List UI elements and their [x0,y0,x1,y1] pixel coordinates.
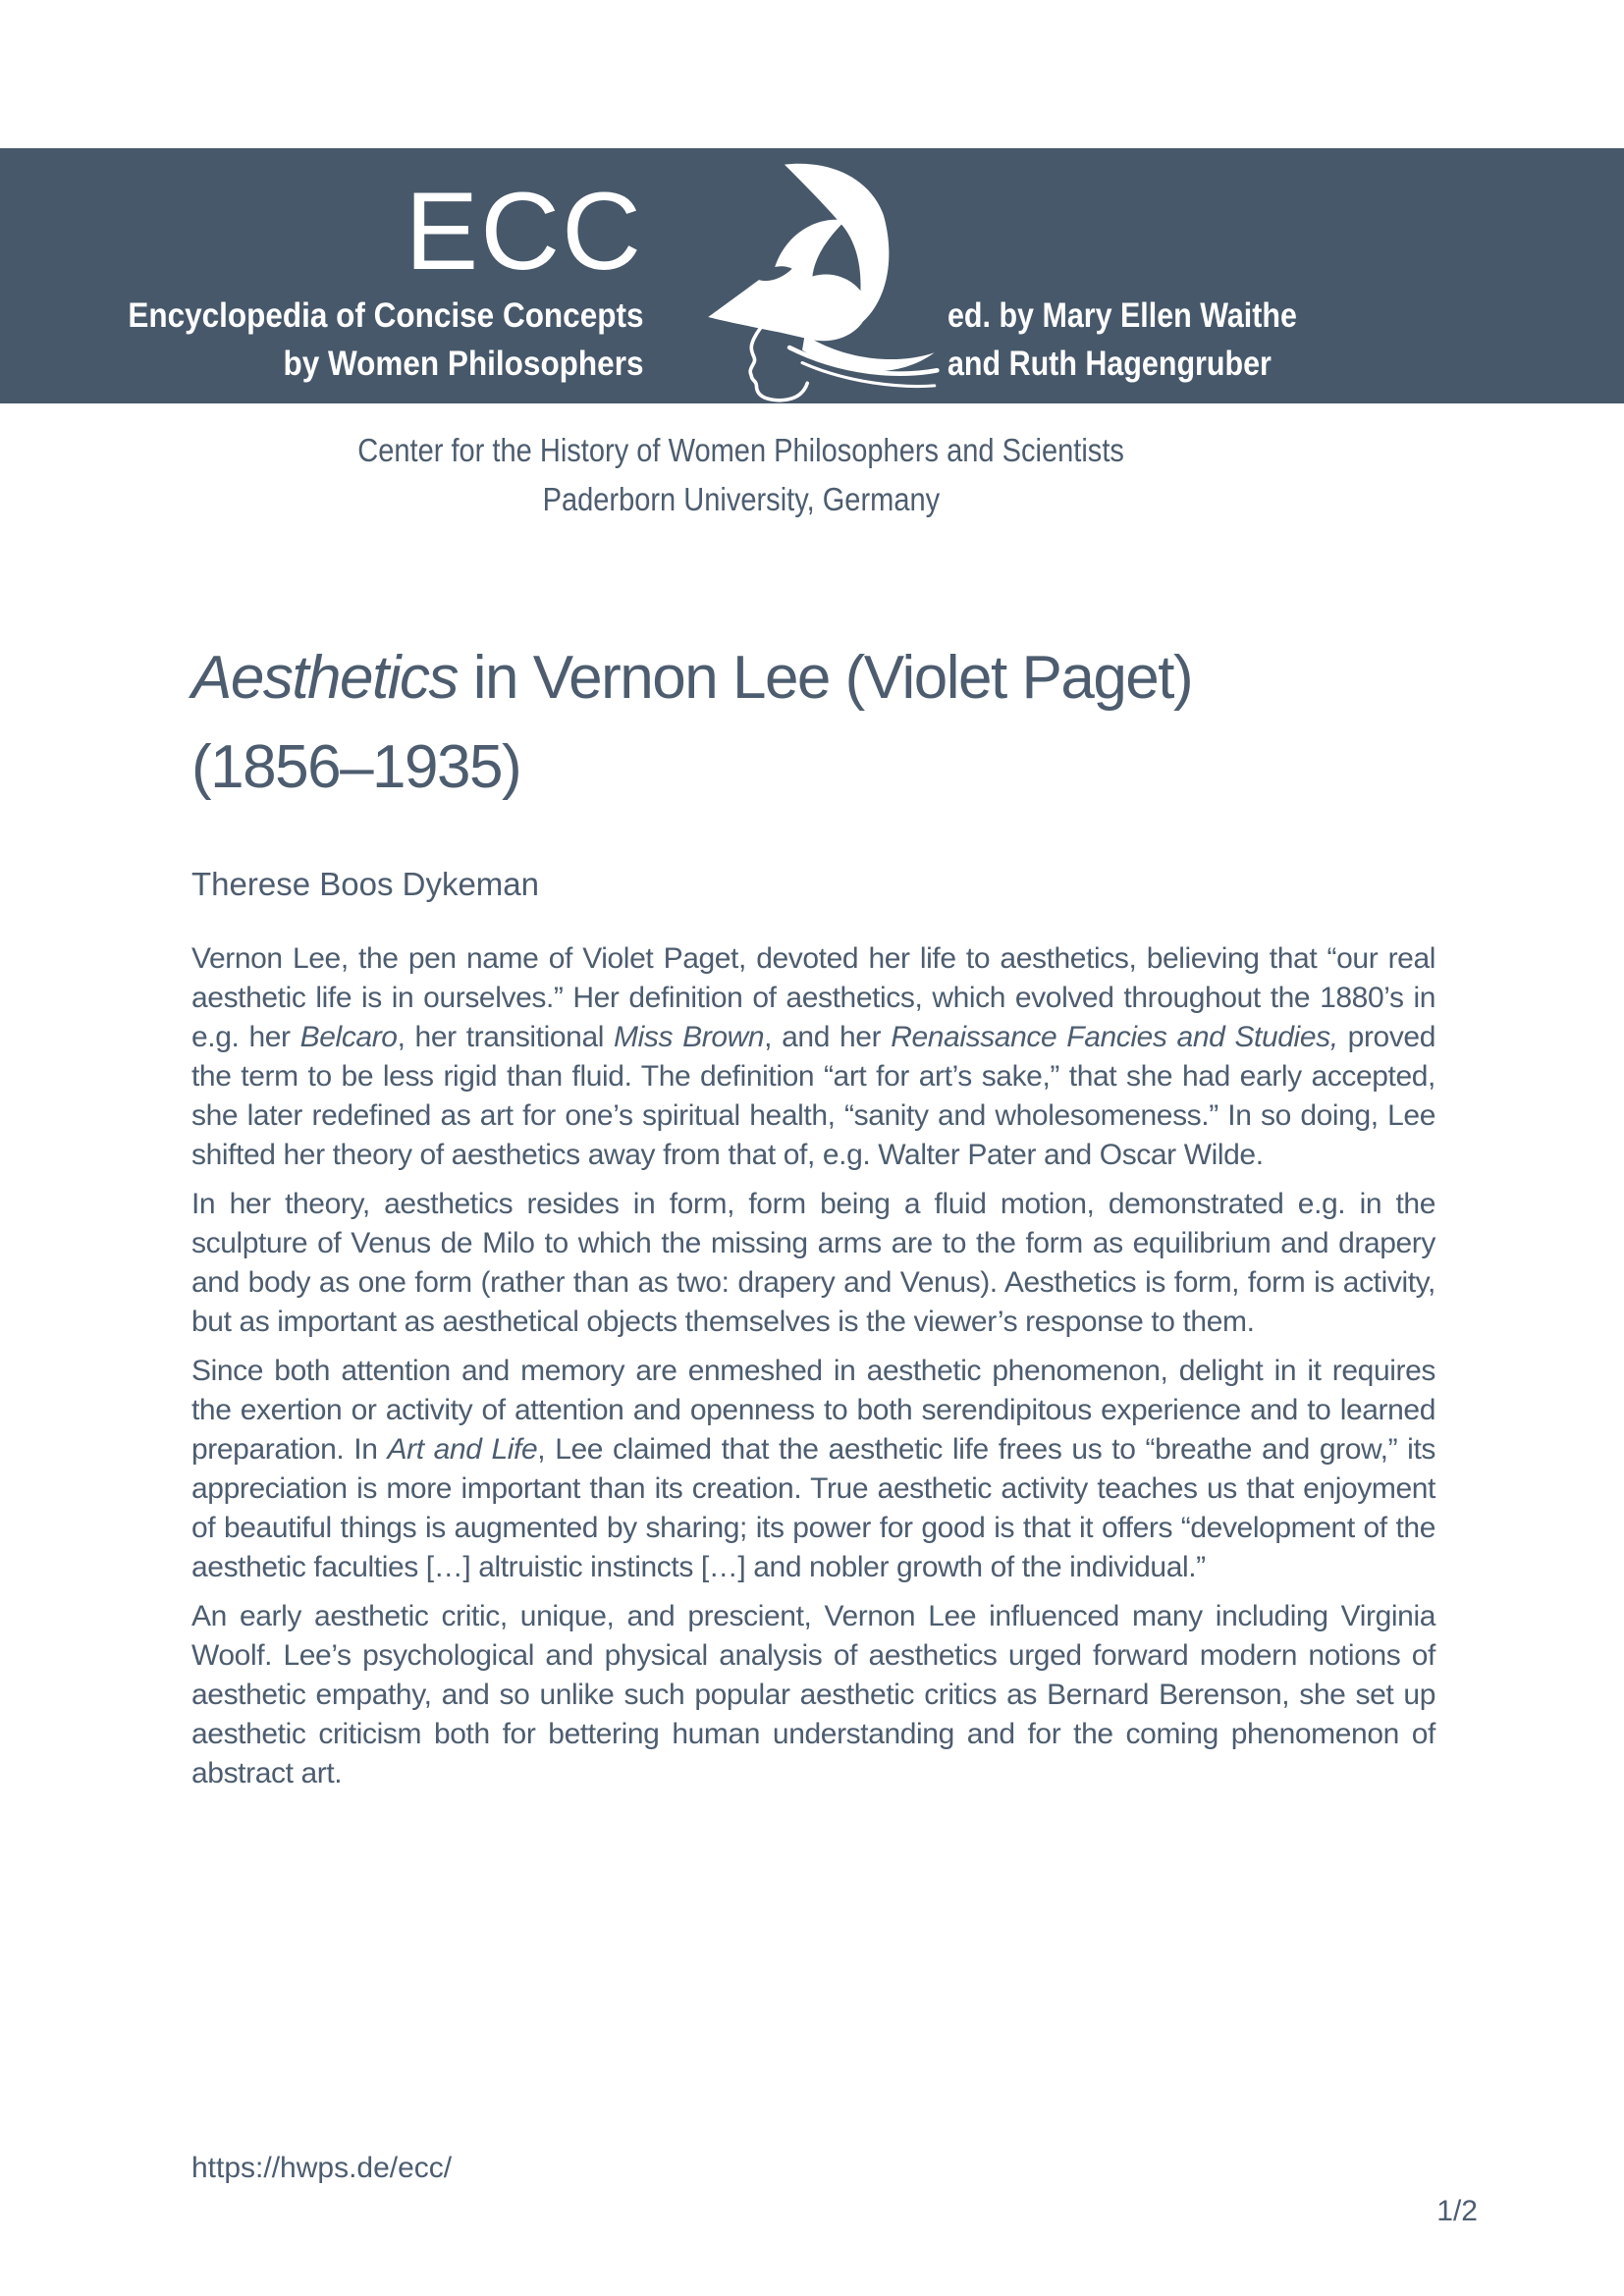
paragraph-4: An early aesthetic critic, unique, and prescient, Vernon Lee influenced many including Virginia Woolf. Lee’s psychological and physical analysis of aesthetics urged forward modern notions of aesthetic empathy, and so unlike such popular aesthetic critics as Bernard Berenson, she set up aesthetic criticism both for bettering human understanding and for the coming phenomenon of abstract art. [191,1600,1435,1789]
author-name: Therese Boos Dykeman [191,866,539,902]
editors-line-2: and Ruth Hagengruber [947,345,1272,383]
paragraph-2: In her theory, aesthetics resides in form, form being a fluid motion, demonstrated e.g. in the sculpture of Venus de Milo to which the missing arms are to the form as equilibrium and drapery and body as one form (rather than as two: drapery and Venus). Aesthetics is form, form is activity, but as important as aesthetical objects themselves is the viewer’s response to them. [191,1188,1435,1338]
institution-block [0,426,1483,524]
editors-line-1: ed. by Mary Ellen Waithe [947,296,1297,335]
minerva-head-icon [687,162,943,403]
paragraph-1: Vernon Lee, the pen name of Violet Paget, devoted her life to aesthetics, believing that “our real aesthetic life is in ourselves.” Her definition of aesthetics, which evolved throughout the 1880’s in e.g. her Belcaro, her transitional Miss Brown, and her Renaissance Fancies and Studies, proved the term to be less rigid than fluid. The definition “art for art’s sake,” that she had early accepted, she later redefined as art for one’s spiritual health, “sanity and wholesomeness.” In so doing, Lee shifted her theory of aesthetics away from that of, e.g. Walter Pater and Oscar Wilde. [191,942,1435,1171]
ecc-wordmark: ECC [405,170,643,293]
org-line-1: Encyclopedia of Concise Concepts [127,296,643,335]
header-banner [0,148,1624,403]
institution-line-1: Center for the History of Women Philosophers and Scientists [357,432,1125,468]
paragraph-3: Since both attention and memory are enmeshed in aesthetic phenomenon, delight in it requires the exertion or activity of attention and openness to both serendipitous experience and to learned preparation. In Art and Life, Lee claimed that the aesthetic life frees us to “breathe and grow,” its appreciation is more important than its creation. True aesthetic activity teaches us that enjoyment of beautiful things is augmented by sharing; its power for good is that it offers “development of the aesthetic faculties […] altruistic instincts […] and nobler growth of the individual.” [191,1355,1435,1583]
editors [947,292,1297,388]
institution-line-2: Paderborn University, Germany [542,481,941,517]
page-number: 1/2 [1436,2195,1478,2227]
organization-name [128,292,643,388]
org-line-2: by Women Philosophers [283,345,643,383]
article-body [191,939,1435,1803]
footer-url-link[interactable]: https://hwps.de/ecc/ [191,2152,453,2184]
article-title: Aesthetics in Vernon Lee (Violet Paget) (1856–1935) [191,644,1193,801]
